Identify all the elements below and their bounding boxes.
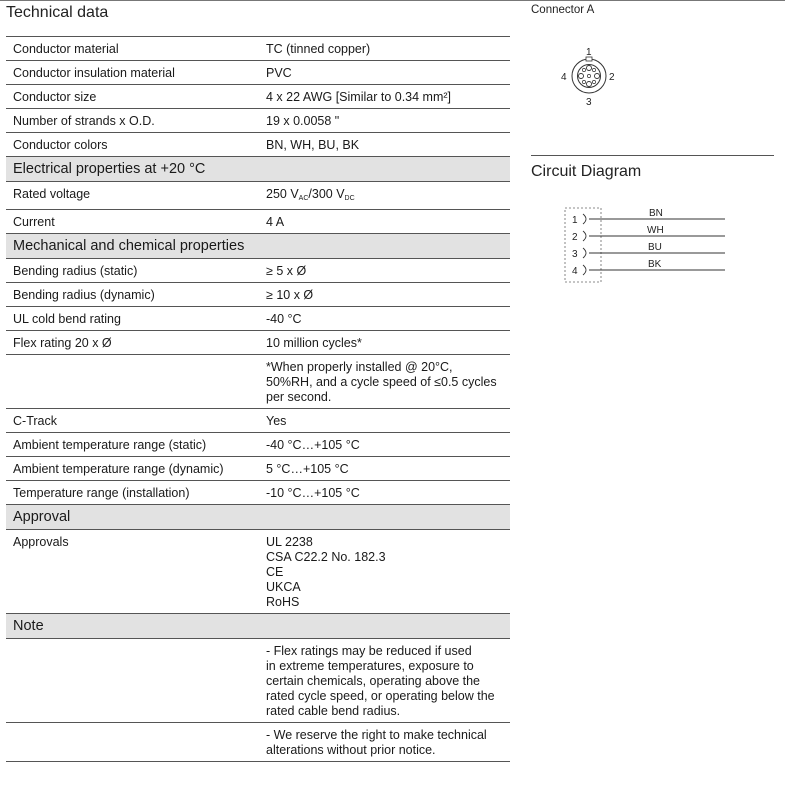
- pin-1-contact: [587, 66, 592, 71]
- table-row: [6, 85, 510, 109]
- row-label: Temperature range (installation): [6, 481, 259, 505]
- voltage-ac: 250 V: [266, 187, 299, 201]
- row-label: C-Track: [6, 409, 259, 433]
- row-value: 10 million cycles*: [259, 331, 510, 355]
- row-label: Bending radius (static): [6, 259, 259, 283]
- center-contact: [587, 74, 590, 77]
- aux-contact: [582, 80, 585, 83]
- pin-label: 1: [586, 47, 592, 58]
- connector-pinout-icon: [559, 46, 629, 110]
- approvals-list: UL 2238 CSA C22.2 No. 182.3 CE UKCA RoHS: [259, 530, 510, 614]
- section-header-mechanical: [6, 234, 510, 259]
- pin-contact-symbol: [583, 214, 586, 224]
- pin-4-contact: [579, 74, 584, 79]
- pin-3-contact: [587, 82, 592, 87]
- circuit-diagram-title: Circuit Diagram: [531, 163, 642, 180]
- table-row: [6, 433, 510, 457]
- row-value: 5 °C…+105 °C: [259, 457, 510, 481]
- row-value: -40 °C…+105 °C: [259, 433, 510, 457]
- section-divider: [531, 155, 774, 156]
- pin-label: 4: [561, 72, 567, 83]
- row-label: Ambient temperature range (static): [6, 433, 259, 457]
- table-row: [6, 355, 510, 409]
- row-value: 4 x 22 AWG [Similar to 0.34 mm²]: [259, 85, 510, 109]
- row-value: BN, WH, BU, BK: [259, 133, 510, 157]
- row-label: Rated voltage: [6, 182, 259, 210]
- voltage-ac-subscript: AC: [298, 195, 309, 202]
- pin-label: 2: [609, 72, 615, 83]
- table-row: [6, 109, 510, 133]
- voltage-dc: /300 V: [308, 187, 345, 201]
- pin-contact-symbol: [583, 248, 586, 258]
- connector-inner-ring: [578, 65, 601, 88]
- flex-rating-footnote: *When properly installed @ 20°C, 50%RH, and a cycle speed of ≤0.5 cycles per second.: [259, 355, 510, 409]
- row-value: ≥ 10 x Ø: [259, 283, 510, 307]
- row-label: Conductor insulation material: [6, 61, 259, 85]
- row-label: Number of strands x O.D.: [6, 109, 259, 133]
- row-label: UL cold bend rating: [6, 307, 259, 331]
- diagrams-panel: [531, 0, 785, 802]
- row-value: ≥ 5 x Ø: [259, 259, 510, 283]
- table-row: [6, 331, 510, 355]
- pin-contact-symbol: [583, 265, 586, 275]
- row-value: PVC: [259, 61, 510, 85]
- pin-label: 3: [586, 97, 592, 108]
- row-value: -10 °C…+105 °C: [259, 481, 510, 505]
- table-row: [6, 133, 510, 157]
- wire-color-label: BU: [648, 242, 662, 253]
- aux-contact: [592, 80, 595, 83]
- table-row: [6, 409, 510, 433]
- table-row: [6, 457, 510, 481]
- rated-voltage-value: [259, 182, 510, 210]
- section-header-approval: [6, 505, 510, 530]
- pin-contact-symbol: [583, 231, 586, 241]
- aux-contact: [582, 68, 585, 71]
- row-label: Current: [6, 210, 259, 234]
- aux-contact: [592, 68, 595, 71]
- voltage-dc-subscript: DC: [344, 195, 355, 202]
- table-row: [6, 182, 510, 210]
- section-header-note: [6, 614, 510, 639]
- row-value: 19 x 0.0058 ": [259, 109, 510, 133]
- row-label: Conductor material: [6, 37, 259, 61]
- pin-number: 4: [572, 266, 578, 277]
- note-text: - Flex ratings may be reduced if used in extreme temperatures, exposure to certain chemicals, operating above the rated cycle speed, or operating below the rated cable bend radius.: [259, 639, 510, 723]
- wire-color-label: BN: [649, 208, 663, 219]
- row-value: Yes: [259, 409, 510, 433]
- table-row: [6, 530, 510, 614]
- wire-color-label: BK: [648, 259, 662, 270]
- connector-title: Connector A: [531, 4, 595, 16]
- section-header-text: Note: [6, 614, 510, 639]
- table-row: [6, 37, 510, 61]
- technical-data-panel: [6, 4, 512, 762]
- row-label: Conductor colors: [6, 133, 259, 157]
- section-header-electrical: [6, 157, 510, 182]
- table-row: [6, 283, 510, 307]
- row-label: Bending radius (dynamic): [6, 283, 259, 307]
- table-row: [6, 481, 510, 505]
- wire-color-label: WH: [647, 225, 664, 236]
- row-label: Flex rating 20 x Ø: [6, 331, 259, 355]
- pin-2-contact: [595, 74, 600, 79]
- row-label-empty: [6, 723, 259, 762]
- row-label: Approvals: [6, 530, 259, 614]
- section-header-text: Electrical properties at +20 °C: [6, 157, 510, 182]
- section-header-text: Mechanical and chemical properties: [6, 234, 510, 259]
- section-title-technical-data: Technical data: [6, 4, 109, 21]
- table-row: [6, 259, 510, 283]
- table-row: [6, 307, 510, 331]
- row-label: Ambient temperature range (dynamic): [6, 457, 259, 481]
- row-value: TC (tinned copper): [259, 37, 510, 61]
- row-label: Conductor size: [6, 85, 259, 109]
- pin-number: 2: [572, 232, 578, 243]
- note-text: - We reserve the right to make technical alterations without prior notice.: [259, 723, 510, 762]
- row-value: -40 °C: [259, 307, 510, 331]
- table-row: [6, 639, 510, 723]
- row-value: 4 A: [259, 210, 510, 234]
- circuit-diagram: [563, 202, 763, 286]
- pin-number: 1: [572, 215, 578, 226]
- table-row: [6, 61, 510, 85]
- spec-table: [6, 36, 510, 762]
- table-row: [6, 723, 510, 762]
- table-row: [6, 210, 510, 234]
- section-header-text: Approval: [6, 505, 510, 530]
- row-label-empty: [6, 639, 259, 723]
- row-label-empty: [6, 355, 259, 409]
- pin-number: 3: [572, 249, 578, 260]
